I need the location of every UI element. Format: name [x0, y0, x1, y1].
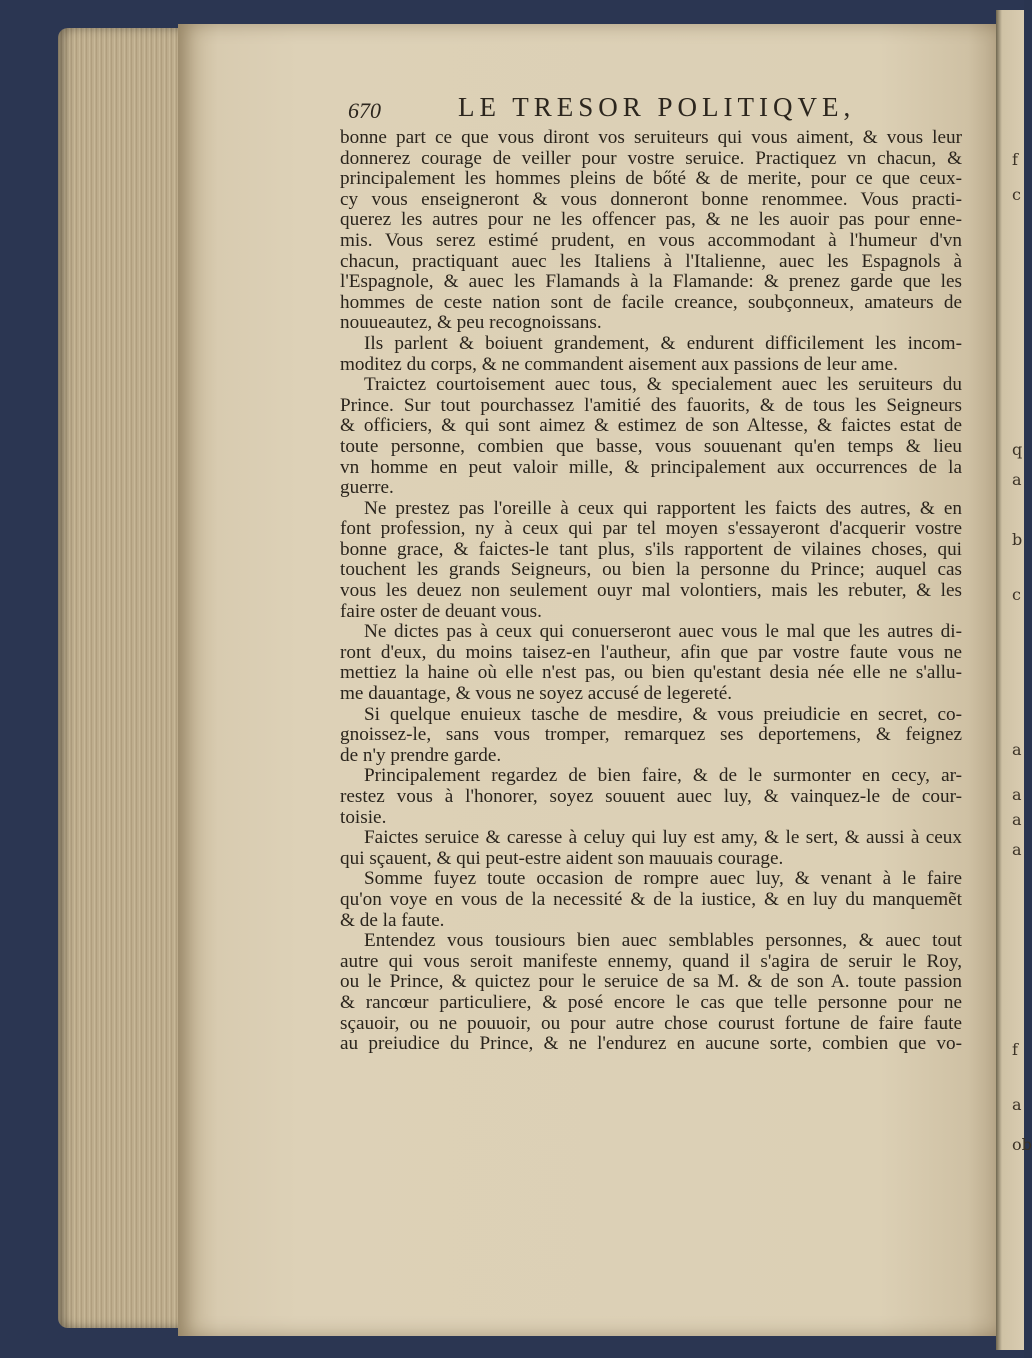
next-page-fragment: a	[1012, 810, 1022, 829]
next-page-fragment: a	[1012, 740, 1022, 759]
next-page-fragment: ob	[1012, 1135, 1032, 1154]
text-line: l'Espagnole, & auec les Flamands à la Flamande: & prenez garde que les	[340, 271, 962, 293]
next-page-fragment: c	[1012, 185, 1021, 204]
text-line: ou le Prince, & quictez pour le seruice de sa M. & de son A. toute passion	[340, 971, 962, 993]
text-line: cy vous enseigneront & vous donneront bonne renommee. Vous practi-	[340, 188, 962, 210]
next-page-fragment: a	[1012, 785, 1022, 804]
text-line: Si quelque enuieux tasche de mesdire, & vous preiudicie en secret, co-	[364, 703, 962, 725]
text-line: Ils parlent & boiuent grandement, & endurent difficilement les incom-	[364, 332, 962, 354]
text-line: principalement les hommes pleins de bőté & de merite, pour ce que ceux-	[340, 168, 962, 190]
text-line: restez vous à l'honorer, soyez souuent auec luy, & vainquez-le de cour-	[340, 786, 962, 807]
text-line: bonne grace, & faictes-le tant plus, s'ils rapportent de vilaines choses, qui	[340, 538, 962, 560]
text-line: au preiudice du Prince, & ne l'endurez en aucune sorte, combien que vo-	[340, 1033, 962, 1055]
text-line: hommes de ceste nation sont de facile creance, soubçonneux, amateurs de	[340, 291, 962, 313]
book-page-edges	[58, 28, 188, 1328]
text-line: qu'on voye en vous de la necessité & de la iustice, & en luy du manquemẽt	[340, 888, 962, 910]
text-line: vous les deuez non seulement ouyr mal volontiers, mais les rebuter, & les	[340, 580, 962, 602]
text-line: me dauantage, & vous ne soyez accusé de legereté.	[340, 683, 733, 705]
text-line: vn homme en peut valoir mille, & principalement aux occurrences de la	[340, 456, 962, 478]
text-line: toisie.	[340, 806, 387, 828]
text-line: touchent les grands Seigneurs, ou bien la personne du Prince; auquel cas	[340, 559, 962, 581]
next-page-fragment: c	[1012, 585, 1021, 604]
next-page-sliver	[996, 10, 1032, 1350]
text-line: & de la faute.	[340, 909, 445, 931]
text-line: querez les autres pour ne les offencer pas, & ne les auoir pas pour enne-	[340, 209, 962, 231]
text-line: moditez du corps, & ne commandent aisement aux passions de leur ame.	[340, 353, 898, 375]
page-header	[348, 92, 968, 132]
text-line: toute personne, combien que basse, vous souuenant qu'en temps & lieu	[340, 435, 962, 457]
text-line: & officiers, & qui sont aimez & estimez de son Altesse, & faictes estat de	[340, 415, 962, 437]
page-number: 670	[348, 98, 381, 123]
next-page-fragment: q	[1012, 440, 1023, 459]
text-line: Somme fuyez toute occasion de rompre auec luy, & venant à le faire	[364, 868, 962, 890]
text-line: mis. Vous serez estimé prudent, en vous accommodant à l'humeur d'vn	[340, 229, 962, 251]
text-line: ront d'eux, du moins taisez-en l'autheur, afin que par vostre faute vous ne	[340, 641, 962, 663]
text-line: Prince. Sur tout pourchassez l'amitié des fauorits, & de tous les Seigneurs	[340, 394, 962, 416]
text-line: de n'y prendre garde.	[340, 744, 502, 766]
next-page-fragment: f	[1012, 150, 1018, 169]
text-line: guerre.	[340, 477, 394, 499]
text-line: Principalement regardez de bien faire, & de le surmonter en cecy, ar-	[364, 765, 962, 787]
text-line: faire oster de deuant vous.	[340, 600, 542, 622]
text-line: & rancœur particuliere, & posé encore le cas que telle personne pour ne	[340, 991, 962, 1013]
text-line: Ne prestez pas l'oreille à ceux qui rapportent les faicts des autres, & en	[364, 497, 962, 519]
next-page-fragment: f	[1012, 1040, 1018, 1059]
next-page-fragment: b	[1012, 530, 1023, 549]
text-line: qui sçauent, & qui peut-estre aident son mauuais courage.	[340, 847, 784, 869]
text-line: donnerez courage de veiller pour vostre seruice. Practiquez vn chacun, &	[340, 147, 962, 169]
text-line: mettiez la haine où elle n'est pas, ou bien qu'estant desia née elle ne s'allu-	[340, 662, 962, 684]
text-line: sçauoir, ou ne pouuoir, ou pour autre chose courust fortune de faire faute	[340, 1012, 962, 1034]
body-text	[340, 128, 962, 1055]
next-page-fragment: a	[1012, 470, 1022, 489]
text-line: nouueautez, & peu recognoissans.	[340, 312, 602, 334]
next-page-fragment: a	[1012, 840, 1022, 859]
text-line: Ne dictes pas à ceux qui conuerseront auec vous le mal que les autres di-	[364, 621, 962, 643]
text-line: autre qui vous seroit manifeste ennemy, quand il s'agira de seruir le Roy,	[340, 950, 962, 972]
text-line: Entendez vous tousiours bien auec semblables personnes, & auec tout	[364, 930, 962, 952]
text-line: Traictez courtoisement auec tous, & specialement auec les seruiteurs du	[364, 374, 962, 396]
text-line: Faictes seruice & caresse à celuy qui luy est amy, & le sert, & aussi à ceux	[364, 827, 962, 849]
text-line: gnoissez-le, sans vous tromper, remarquez ses deportemens, & feignez	[340, 724, 962, 746]
text-line: bonne part ce que vous diront vos seruiteurs qui vous aiment, & vous leur	[340, 127, 962, 148]
next-page-fragment: a	[1012, 1095, 1022, 1114]
running-title: LE TRESOR POLITIQVE,	[458, 92, 856, 122]
text-line: font profession, ny à ceux qui par tel moyen s'essayeront d'acquerir vostre	[340, 518, 962, 540]
text-line: chacun, practiquant auec les Italiens à l'Italienne, auec les Espagnols à	[340, 250, 962, 272]
